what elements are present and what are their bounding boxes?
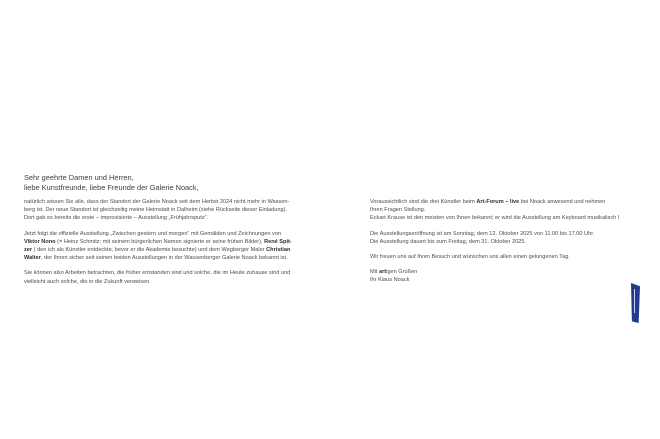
text-line: vielleicht auch solche, die in die Zukunft verweisen.: [24, 278, 151, 285]
text-line: Dort gab es bereits die erste – improvisierte – Ausstellung „Frühjahrsputz“.: [24, 215, 209, 222]
text-line: Ihren Fragen Stellung.: [370, 207, 426, 214]
salutation: [24, 173, 199, 192]
text-line: Sie können also Arbeiten betrachten, die früher entstanden sind und solche, die im Heute zuhause sind und: [24, 270, 291, 277]
text-line: Wir freuen uns auf Ihren Besuch und wünschen uns allen einen gelungenen Tag.: [370, 254, 570, 261]
works-paragraph: [24, 269, 324, 285]
booklet-edge-icon: [631, 283, 640, 323]
left-column: [24, 198, 324, 293]
art-forum-paragraph: [370, 198, 646, 223]
text-line: berg ist. Der neue Standort ist gleichzeitig meine Heimstatt in Dalheim (siehe Rückseite dieser Einladung).: [24, 207, 288, 214]
signature: Ihr Klaus Noack: [370, 277, 410, 284]
text-line: Jetzt folgt die offizielle Ausstellung „Zwischen gestern und morgen“ mit Gemälden und Zeichnungen von: [24, 230, 282, 237]
artist-name-nono: Viktor Nono: [24, 238, 56, 245]
salutation-line-1: Sehr geehrte Damen und Herren,: [24, 173, 134, 182]
text-line: natürlich wissen Sie alle, dass der Standort der Galerie Noack seit dem Herbst 2024 nicht mehr in Wassen-: [24, 199, 290, 205]
art-forum-live: Art-Forum – live: [476, 199, 520, 205]
dates-paragraph: [370, 230, 646, 246]
artist-name-spitzer: René Spit-: [264, 238, 292, 245]
right-column: [370, 198, 646, 292]
wishes-paragraph: [370, 253, 646, 261]
closing-line: Mit artigen Grüßen: [370, 269, 418, 276]
text-line: Walter, der Ihnen sicher seit seinen beiden Ausstellungen in der Wassenberger Galerie Noack bekannt ist.: [24, 255, 288, 262]
artists-paragraph: [24, 230, 324, 263]
text-line: Eckart Krause ist den meisten von Ihnen bekannt; er wird die Ausstellung am Keyboard musikalisch l: [370, 215, 620, 222]
salutation-line-2: liebe Kunstfreunde, liebe Freunde der Galerie Noack,: [24, 182, 199, 192]
artist-name-walter: Christian: [266, 247, 291, 254]
opening-date: Die Ausstellungseröffnung ist am Sonntag, dem 12. Oktober 2025 von 11.00 bis 17.00 Uhr.: [370, 230, 595, 237]
text-line: Voraussichtlich sind die drei Künstler beim Art-Forum – live bei Noack anwesend und nehmen: [370, 199, 606, 205]
text-line: zer ( den ich als Künstler entdeckte, bevor er die Akademie besuchte) und dem Wegberger Maler Christian: [24, 247, 291, 254]
text-line: Viktor Nono (= Heinz Schmitz; mit seinem bürgerlichen Namen signierte er seine frühen Bilder), René Spit-: [24, 238, 292, 245]
closing-date: Die Ausstellung dauert bis zum Freitag, dem 31. Oktober 2025.: [370, 238, 527, 245]
intro-paragraph: [24, 198, 324, 223]
closing: [370, 268, 646, 284]
